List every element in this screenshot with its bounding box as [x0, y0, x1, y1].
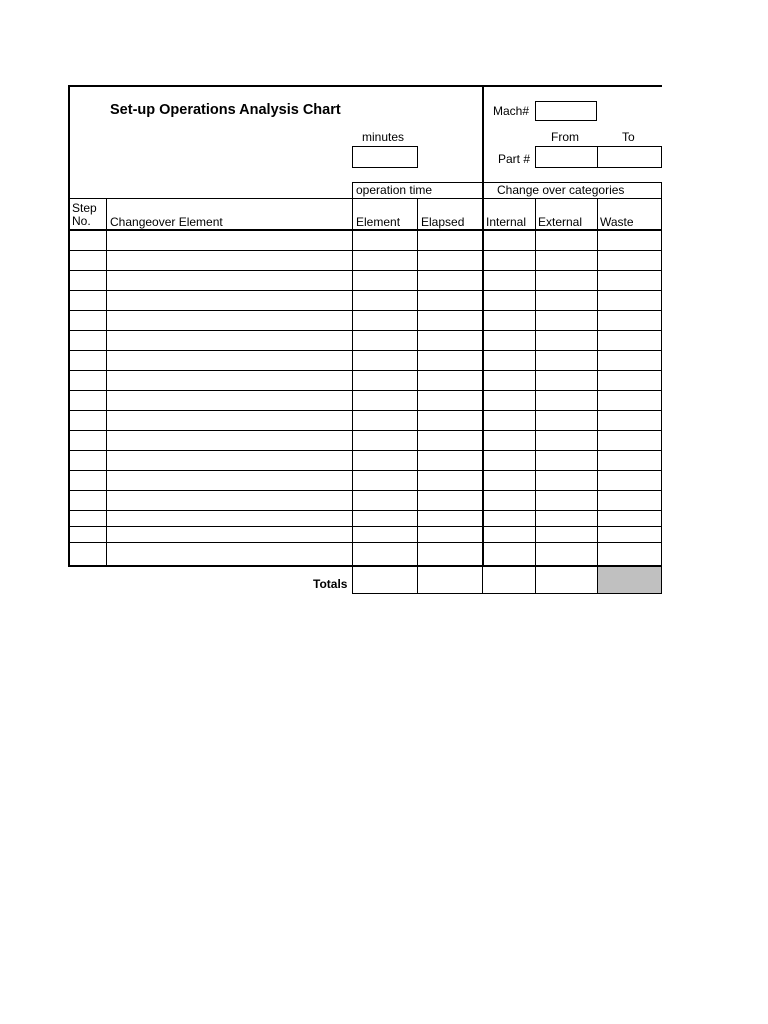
table-row — [68, 450, 662, 451]
form-title: Set-up Operations Analysis Chart — [110, 102, 341, 118]
table-row — [68, 310, 662, 311]
table-row — [68, 430, 662, 431]
column-header-bottom-line — [68, 229, 662, 231]
from-label: From — [551, 130, 579, 144]
change-over-categories-label: Change over categories — [497, 183, 625, 197]
column-step-no-line1: Step — [72, 201, 97, 215]
column-changeover-element: Changeover Element — [110, 215, 223, 229]
total-internal-cell[interactable] — [482, 566, 536, 594]
column-step-no-line2: No. — [72, 214, 91, 228]
totals-label: Totals — [313, 577, 348, 591]
mach-label: Mach# — [493, 104, 530, 118]
column-element: Element — [356, 215, 401, 229]
table-row — [68, 510, 662, 511]
to-label: To — [622, 130, 635, 144]
table-row — [68, 410, 662, 411]
column-external: External — [538, 215, 583, 229]
form-border-left — [68, 85, 70, 567]
mach-input[interactable] — [535, 101, 597, 121]
operation-time-label: operation time — [356, 183, 433, 197]
total-external-cell[interactable] — [535, 566, 598, 594]
table-row — [68, 250, 662, 251]
part-to-input[interactable] — [597, 146, 662, 168]
column-elapsed: Elapsed — [421, 215, 465, 229]
table-row — [68, 350, 662, 351]
total-element-cell[interactable] — [352, 566, 418, 594]
total-elapsed-cell[interactable] — [417, 566, 483, 594]
column-internal: Internal — [486, 215, 527, 229]
table-row — [68, 542, 662, 543]
table-row — [68, 370, 662, 371]
form-border-top — [68, 85, 662, 87]
table-row — [68, 470, 662, 471]
table-row — [68, 526, 662, 527]
table-row — [68, 290, 662, 291]
column-waste: Waste — [600, 215, 634, 229]
table-row — [68, 270, 662, 271]
part-from-input[interactable] — [535, 146, 598, 168]
table-row — [68, 330, 662, 331]
minutes-input[interactable] — [352, 146, 418, 168]
total-waste-cell — [597, 566, 662, 594]
form-divider-vertical — [482, 85, 484, 567]
part-label: Part # — [498, 152, 531, 166]
table-row — [68, 490, 662, 491]
table-row — [68, 390, 662, 391]
minutes-label: minutes — [362, 130, 405, 144]
column-header-top-line — [68, 198, 662, 199]
